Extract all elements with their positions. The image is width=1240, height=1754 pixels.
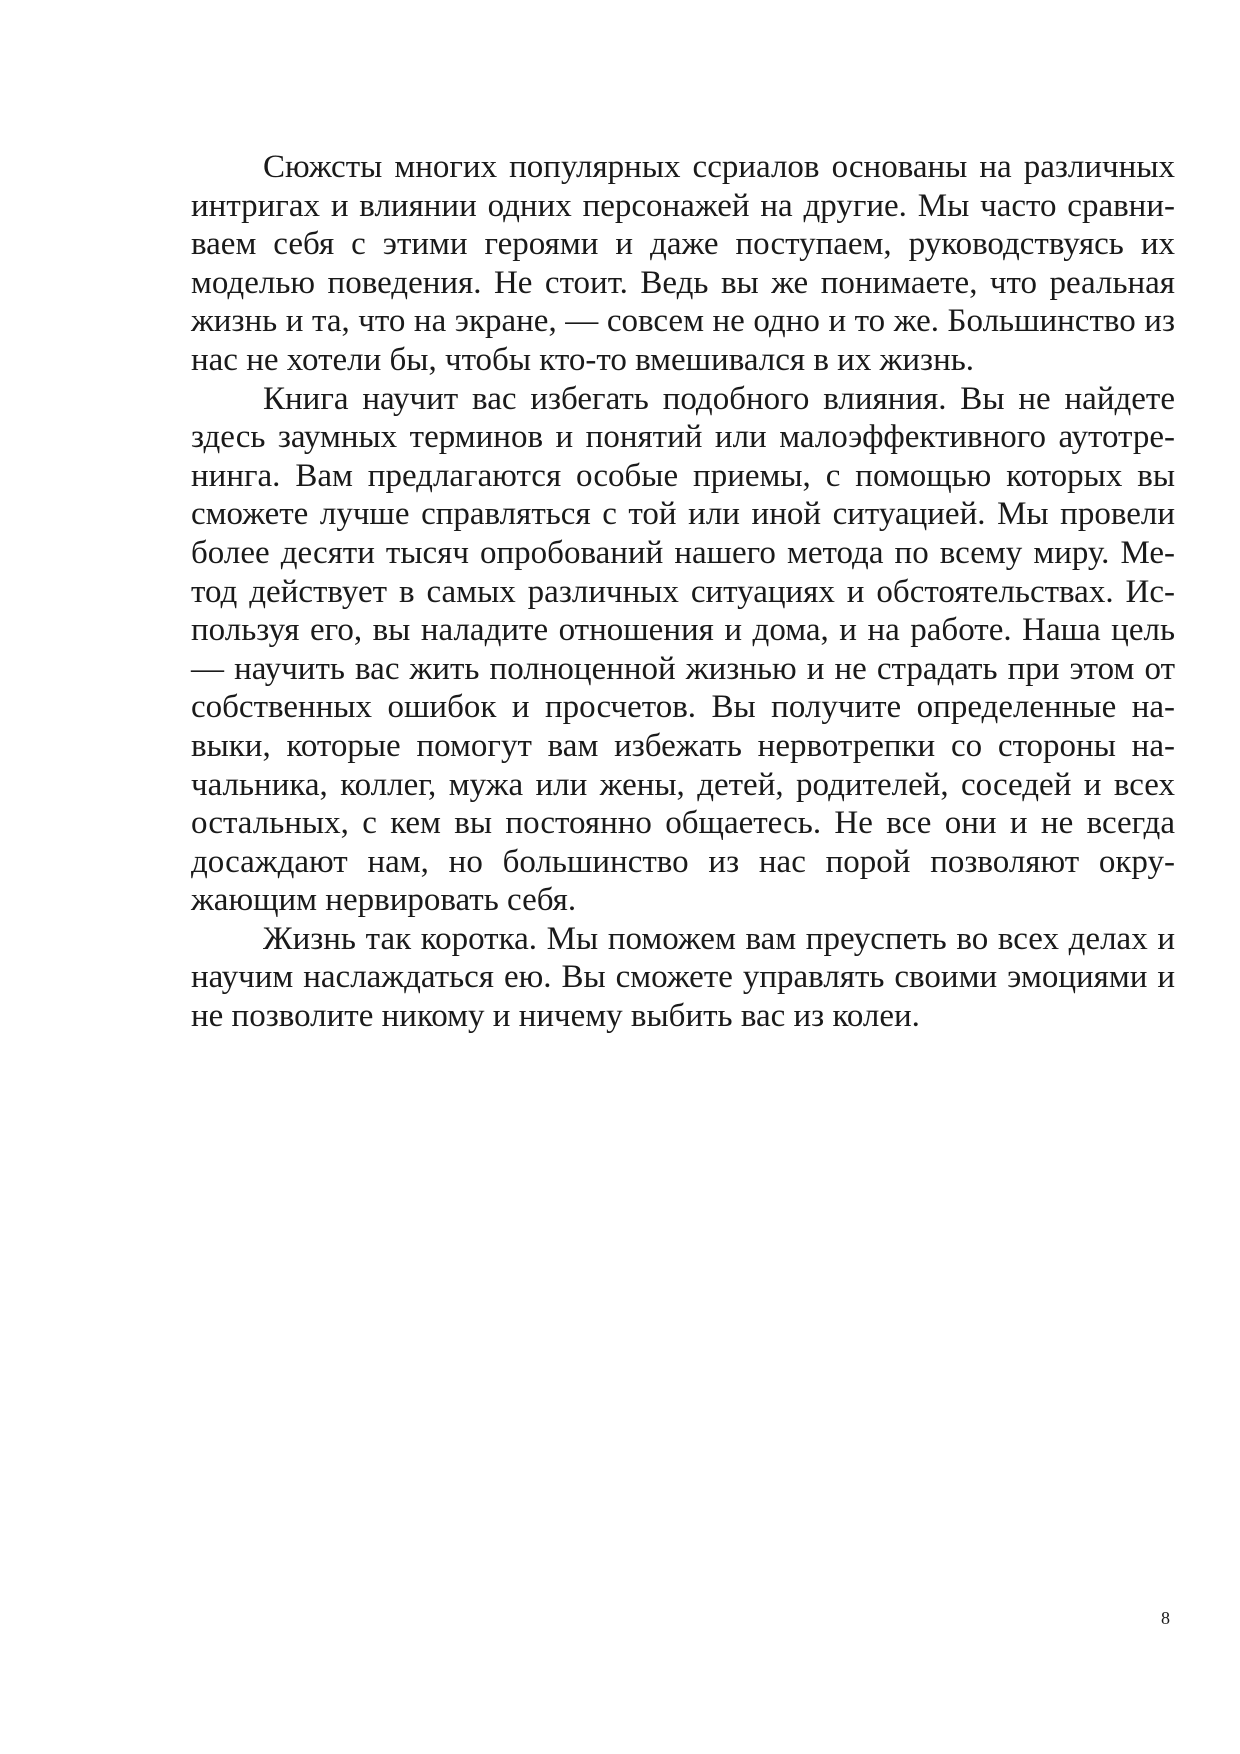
page-number: 8 bbox=[1161, 1608, 1170, 1628]
paragraph-1: Сюжсты многих популярных ссриалов основаны на различных интригах и влиянии одних персонажей на другие. Мы часто сравниваем себя с этими героями и даже поступаем, руководствуясь их моделью поведения. Не стоит. Ведь вы же понимаете, что реальная жизнь и та, что на экране, — совсем не одно и то же. Большинство из нас не хотели бы, чтобы кто-то вмешивался в их жизнь. bbox=[191, 149, 1175, 378]
paragraph-2: Книга научит вас избегать подобного влияния. Вы не найдете здесь заумных терминов и понятий или малоэффективного аутотренинга. Вам предлагаются особые приемы, с помощью которых вы сможете лучше справляться с той или иной ситуацией. Мы провели более десяти тысяч опробований нашего метода по всему миру. Метод действует в самых различных ситуациях и обстоятельствах. Используя его, вы наладите отношения и дома, и на работе. Наша цель — научить вас жить полноценной жизнью и не страдать при этом от собственных ошибок и просчетов. Вы получите определенные навыки, которые помогут вам избежать нервотрепки со стороны начальника, коллег, мужа или жены, детей, родителей, соседей и всех остальных, с кем вы постоянно общаетесь. Не все они и не всегда досаждают нам, но большинство из нас порой позволяют окружающим нервировать себя. bbox=[191, 380, 1175, 919]
paragraph-3: Жизнь так коротка. Мы поможем вам преуспеть во всех делах и научим наслаждаться ею. Вы сможете управлять своими эмоциями и не позволите никому и ничему выбить вас из колеи. bbox=[191, 920, 1175, 1035]
body-text bbox=[191, 148, 1175, 1036]
